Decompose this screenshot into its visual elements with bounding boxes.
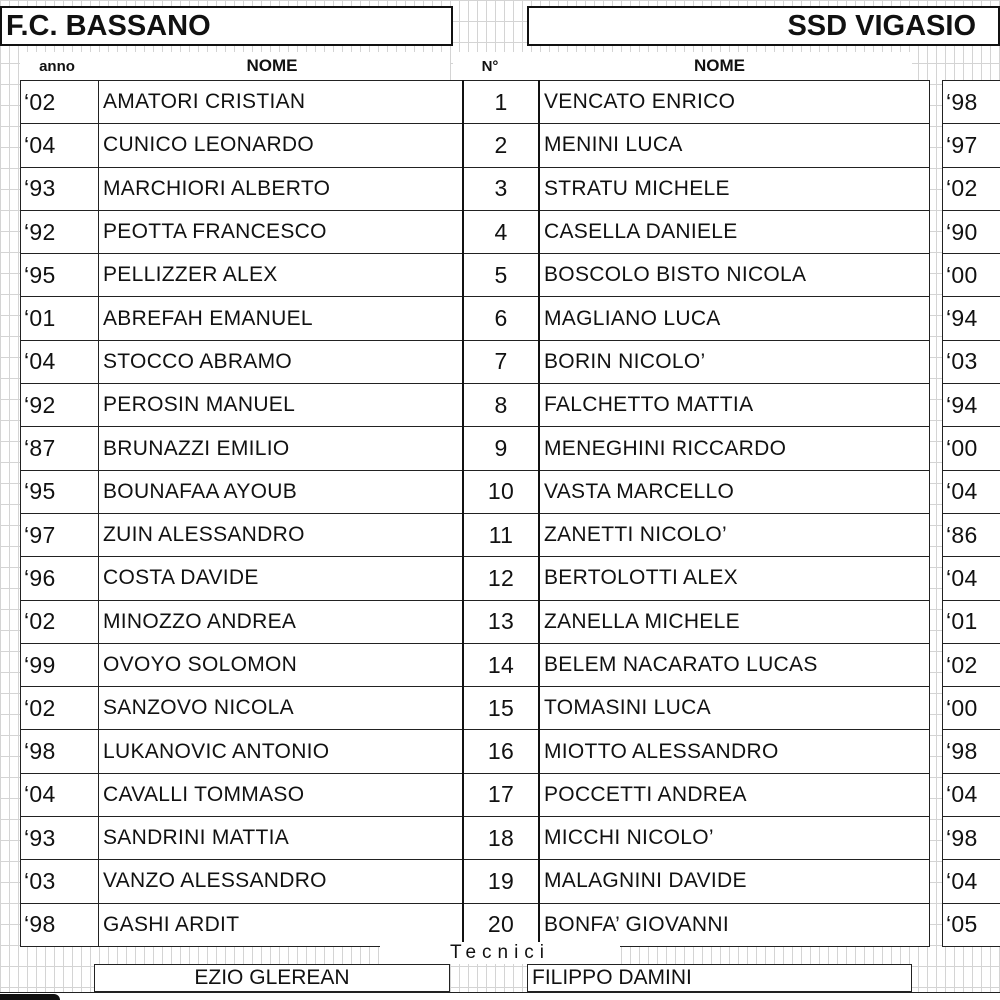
table-row <box>21 427 1000 470</box>
away-player-year: ‘98 <box>943 817 1000 860</box>
roster-table <box>20 80 1000 947</box>
table-row <box>21 254 1000 297</box>
away-player-name: ZANETTI NICOLO’ <box>539 513 930 556</box>
table-row <box>21 340 1000 383</box>
away-player-year: ‘03 <box>943 340 1000 383</box>
home-player-year: ‘96 <box>21 557 99 600</box>
shirt-number: 18 <box>463 817 539 860</box>
away-player-year: ‘94 <box>943 297 1000 340</box>
column-gap <box>930 860 943 903</box>
shirt-number: 1 <box>463 81 539 124</box>
away-player-year: ‘90 <box>943 210 1000 253</box>
home-player-year: ‘92 <box>21 210 99 253</box>
table-row <box>21 817 1000 860</box>
column-gap <box>930 687 943 730</box>
shirt-number: 14 <box>463 643 539 686</box>
home-player-year: ‘95 <box>21 470 99 513</box>
header-number: N° <box>453 52 527 80</box>
table-row <box>21 81 1000 124</box>
away-player-name: VENCATO ENRICO <box>539 81 930 124</box>
home-player-name: SANZOVO NICOLA <box>99 687 464 730</box>
away-player-year: ‘02 <box>943 643 1000 686</box>
table-row <box>21 600 1000 643</box>
table-row <box>21 124 1000 167</box>
shirt-number: 4 <box>463 210 539 253</box>
staff-label: Tecnici <box>380 942 620 964</box>
away-coach: FILIPPO DAMINI <box>527 964 912 992</box>
corner-mark <box>0 994 60 1000</box>
away-player-name: ZANELLA MICHELE <box>539 600 930 643</box>
home-player-year: ‘99 <box>21 643 99 686</box>
column-gap <box>930 513 943 556</box>
away-player-name: VASTA MARCELLO <box>539 470 930 513</box>
bottom-border <box>0 992 1000 1000</box>
home-player-year: ‘02 <box>21 81 99 124</box>
column-gap <box>930 297 943 340</box>
table-row <box>21 470 1000 513</box>
away-player-name: MAGLIANO LUCA <box>539 297 930 340</box>
home-player-year: ‘93 <box>21 817 99 860</box>
home-team-name: F.C. BASSANO <box>0 6 453 46</box>
home-player-name: CUNICO LEONARDO <box>99 124 464 167</box>
away-player-year: ‘05 <box>943 903 1000 946</box>
away-player-year: ‘00 <box>943 687 1000 730</box>
away-player-year: ‘94 <box>943 384 1000 427</box>
shirt-number: 5 <box>463 254 539 297</box>
away-player-name: STRATU MICHELE <box>539 167 930 210</box>
column-gap <box>930 124 943 167</box>
table-row <box>21 513 1000 556</box>
shirt-number: 7 <box>463 340 539 383</box>
column-gap <box>930 903 943 946</box>
shirt-number: 11 <box>463 513 539 556</box>
home-player-year: ‘04 <box>21 340 99 383</box>
away-player-year: ‘01 <box>943 600 1000 643</box>
shirt-number: 17 <box>463 773 539 816</box>
home-player-year: ‘98 <box>21 903 99 946</box>
column-gap <box>930 340 943 383</box>
away-player-year: ‘86 <box>943 513 1000 556</box>
away-player-name: BONFA’ GIOVANNI <box>539 903 930 946</box>
home-player-year: ‘95 <box>21 254 99 297</box>
column-gap <box>930 384 943 427</box>
away-player-name: TOMASINI LUCA <box>539 687 930 730</box>
home-player-year: ‘93 <box>21 167 99 210</box>
away-team-name: SSD VIGASIO <box>527 6 1000 46</box>
home-player-year: ‘97 <box>21 513 99 556</box>
home-player-year: ‘03 <box>21 860 99 903</box>
away-player-name: BORIN NICOLO’ <box>539 340 930 383</box>
home-player-name: LUKANOVIC ANTONIO <box>99 730 464 773</box>
shirt-number: 9 <box>463 427 539 470</box>
home-player-name: OVOYO SOLOMON <box>99 643 464 686</box>
column-gap <box>930 81 943 124</box>
away-player-name: BOSCOLO BISTO NICOLA <box>539 254 930 297</box>
home-player-name: COSTA DAVIDE <box>99 557 464 600</box>
shirt-number: 8 <box>463 384 539 427</box>
home-player-year: ‘92 <box>21 384 99 427</box>
table-row <box>21 297 1000 340</box>
table-row <box>21 730 1000 773</box>
column-gap <box>930 773 943 816</box>
away-player-name: MIOTTO ALESSANDRO <box>539 730 930 773</box>
home-player-year: ‘04 <box>21 124 99 167</box>
column-gap <box>930 557 943 600</box>
home-player-name: ZUIN ALESSANDRO <box>99 513 464 556</box>
column-gap <box>930 167 943 210</box>
away-player-year: ‘02 <box>943 167 1000 210</box>
column-gap <box>930 730 943 773</box>
shirt-number: 20 <box>463 903 539 946</box>
column-gap <box>930 470 943 513</box>
home-player-name: GASHI ARDIT <box>99 903 464 946</box>
shirt-number: 3 <box>463 167 539 210</box>
column-gap <box>930 210 943 253</box>
column-gap <box>930 817 943 860</box>
shirt-number: 13 <box>463 600 539 643</box>
away-player-name: BERTOLOTTI ALEX <box>539 557 930 600</box>
home-player-year: ‘02 <box>21 687 99 730</box>
column-gap <box>930 600 943 643</box>
home-player-name: ABREFAH EMANUEL <box>99 297 464 340</box>
shirt-number: 15 <box>463 687 539 730</box>
away-player-name: MENEGHINI RICCARDO <box>539 427 930 470</box>
header-home-name: NOME <box>94 52 450 80</box>
table-row <box>21 210 1000 253</box>
header-away-name: NOME <box>527 52 912 80</box>
away-player-name: CASELLA DANIELE <box>539 210 930 253</box>
home-player-name: STOCCO ABRAMO <box>99 340 464 383</box>
home-player-name: PEROSIN MANUEL <box>99 384 464 427</box>
home-player-name: PEOTTA FRANCESCO <box>99 210 464 253</box>
shirt-number: 19 <box>463 860 539 903</box>
away-player-name: MICCHI NICOLO’ <box>539 817 930 860</box>
away-player-name: MENINI LUCA <box>539 124 930 167</box>
header-year: anno <box>20 52 94 80</box>
away-player-year: ‘04 <box>943 470 1000 513</box>
away-player-name: BELEM NACARATO LUCAS <box>539 643 930 686</box>
home-player-name: PELLIZZER ALEX <box>99 254 464 297</box>
home-player-year: ‘04 <box>21 773 99 816</box>
home-player-name: BOUNAFAA AYOUB <box>99 470 464 513</box>
shirt-number: 2 <box>463 124 539 167</box>
column-gap <box>930 643 943 686</box>
home-player-year: ‘02 <box>21 600 99 643</box>
away-player-name: FALCHETTO MATTIA <box>539 384 930 427</box>
table-row <box>21 167 1000 210</box>
table-row <box>21 860 1000 903</box>
home-coach: EZIO GLEREAN <box>94 964 450 992</box>
shirt-number: 16 <box>463 730 539 773</box>
home-player-year: ‘87 <box>21 427 99 470</box>
table-row <box>21 773 1000 816</box>
home-player-name: MARCHIORI ALBERTO <box>99 167 464 210</box>
column-gap <box>930 427 943 470</box>
home-player-year: ‘98 <box>21 730 99 773</box>
home-player-name: CAVALLI TOMMASO <box>99 773 464 816</box>
shirt-number: 10 <box>463 470 539 513</box>
table-row <box>21 557 1000 600</box>
away-player-year: ‘00 <box>943 254 1000 297</box>
away-player-year: ‘98 <box>943 730 1000 773</box>
away-player-year: ‘04 <box>943 773 1000 816</box>
home-player-name: AMATORI CRISTIAN <box>99 81 464 124</box>
table-row <box>21 903 1000 946</box>
away-player-year: ‘04 <box>943 557 1000 600</box>
away-player-name: MALAGNINI DAVIDE <box>539 860 930 903</box>
home-player-name: SANDRINI MATTIA <box>99 817 464 860</box>
away-player-year: ‘04 <box>943 860 1000 903</box>
table-row <box>21 643 1000 686</box>
away-player-year: ‘00 <box>943 427 1000 470</box>
shirt-number: 12 <box>463 557 539 600</box>
column-gap <box>930 254 943 297</box>
table-row <box>21 384 1000 427</box>
home-player-year: ‘01 <box>21 297 99 340</box>
table-row <box>21 687 1000 730</box>
shirt-number: 6 <box>463 297 539 340</box>
home-player-name: BRUNAZZI EMILIO <box>99 427 464 470</box>
away-player-name: POCCETTI ANDREA <box>539 773 930 816</box>
home-player-name: VANZO ALESSANDRO <box>99 860 464 903</box>
away-player-year: ‘97 <box>943 124 1000 167</box>
home-player-name: MINOZZO ANDREA <box>99 600 464 643</box>
away-player-year: ‘98 <box>943 81 1000 124</box>
